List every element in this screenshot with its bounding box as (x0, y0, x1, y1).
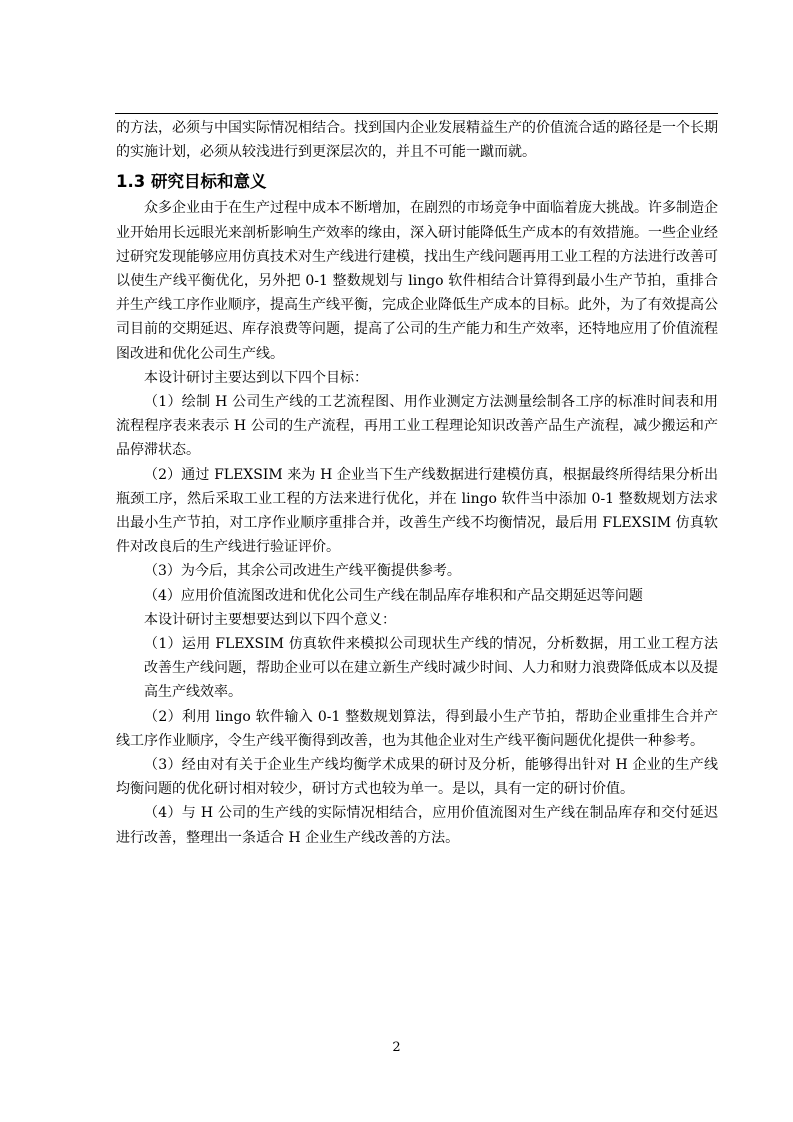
significance-item: （3）经由对有关于企业生产线均衡学术成果的研讨及分析，能够得出针对 H 企业的生产线均衡问题的优化研讨相对较少，研讨方式也较为单一。是以，具有一定的研讨价值。 (116, 757, 718, 798)
goal-item: （1）绘制 H 公司生产线的工艺流程图、用作业测定方法测量绘制各工序的标准时间表和用流程程序表来表示 H 公司的生产流程，再用工业工程理论知识改善产品生产流程，减少搬运和产品停滞状态。 (116, 394, 718, 459)
section-heading: 1.3 研究目标和意义 (116, 172, 267, 192)
significance-item: （4）与 H 公司的生产线的实际情况相结合，应用价值流图对生产线在制品库存和交付延迟进行改善，整理出一条适合 H 企业生产线改善的方法。 (116, 805, 718, 846)
intro-paragraph: 的方法，必须与中国实际情况相结合。找到国内企业发展精益生产的价值流合适的路径是一个长期的实施计划，必须从较浅进行到更深层次的，并且不可能一蹴而就。 (116, 120, 718, 161)
page-number: 2 (392, 1040, 401, 1055)
goals-intro: 本设计研讨主要达到以下四个目标： (144, 369, 368, 386)
significance-item: （2）利用 lingo 软件输入 0-1 整数规划算法，得到最小生产节拍，帮助企业重排生合并产线工序作业顺序，令生产线平衡得到改善，也为其他企业对生产线平衡问题优化提供一种参考。 (116, 708, 718, 749)
significance-item: （1）运用 FLEXSIM 仿真软件来模拟公司现状生产线的情况，分析数据，用工业工程方法改善生产线问题，帮助企业可以在建立新生产线时减少时间、人力和财力浪费降低成本以及提高生产线效率。 (144, 636, 718, 701)
goal-item: （2）通过 FLEXSIM 来为 H 企业当下生产线数据进行建模仿真，根据最终所得结果分析出瓶颈工序，然后采取工业工程的方法来进行优化，并在 lingo 软件当中添加 0-1 整数规划方法求出最小生产节拍，对工序作业顺序重排合并，改善生产线不均衡情况，最后用 FLEXSIM 仿真软件对改良后的生产线进行验证评价。 (116, 466, 718, 556)
page-content (116, 116, 718, 850)
goal-item: （4）应用价值流图改进和优化公司生产线在制品库存堆积和产品交期延迟等问题 (144, 587, 643, 604)
header-rule (115, 113, 718, 114)
body-paragraph: 众多企业由于在生产过程中成本不断增加，在剧烈的市场竞争中面临着庞大挑战。许多制造企业开始用长远眼光来剖析影响生产效率的缘由，深入研讨能降低生产成本的有效措施。一些企业经过研究发现能够应用仿真技术对生产线进行建模，找出生产线问题再用工业工程的方法进行改善可以使生产线平衡优化，另外把 0-1 整数规划与 lingo 软件相结合计算得到最小生产节拍，重排合并生产线工序作业顺序，提高生产线平衡，完成企业降低生产成本的目标。此外，为了有效提高公司目前的交期延迟、库存浪费等问题，提高了公司的生产能力和生产效率，还特地应用了价值流程图改进和优化公司生产线。 (116, 200, 718, 362)
significance-intro: 本设计研讨主要想要达到以下四个意义： (144, 611, 396, 628)
goal-item: （3）为今后，其余公司改进生产线平衡提供参考。 (144, 563, 461, 580)
